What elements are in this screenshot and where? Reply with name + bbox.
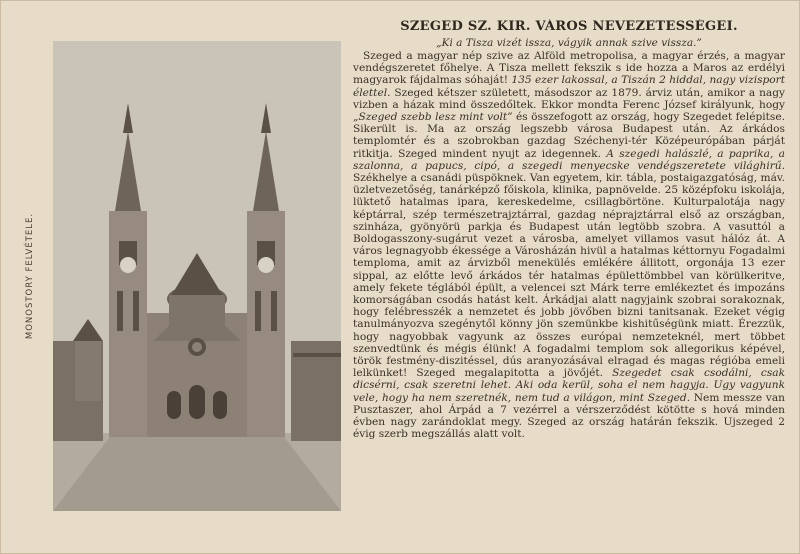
body-segment: Szegedet csak csodálni, csak dicsérni, csak szeretni lehet. Aki oda kerül, soha el nem hagyja. Ugy vagyunk vele, hogy ha nem szeretnék, nem tud a világon, mint Szeged.	[353, 367, 785, 404]
body-segment: „Szeged szebb lesz mint volt”	[353, 111, 513, 124]
left-clock	[120, 257, 136, 273]
text-column	[353, 19, 785, 525]
body-text	[353, 50, 785, 441]
body-segment: és összefogott az ország, hogy Szegedet felépitse. Sikerült is. Ma az ország legszebb városa Budapest után. Az árkádos templomtér és a szobrokban gazdag Széchenyi-tér Középeurópában párját ritkitja. Szeged mindent nyujt az idegennek.	[353, 111, 785, 160]
body-segment: Szeged kétszer született, másodszor az 1879. árviz után, amikor a nagy vizben a házak mind összedőltek. Ekkor mondta Ferenc József királyunk, hogy	[353, 86, 785, 111]
photo-credit-strip	[15, 41, 45, 511]
body-segment: 135 ezer lakossal, a Tiszán 2 hiddal, nagy vizisport élettel.	[353, 74, 785, 99]
main-portal	[189, 385, 205, 419]
page-title: SZEGED SZ. KIR. VÁROS NEVEZETESSÉGEI.	[400, 19, 738, 34]
body-segment: A szegedi halászlé, a paprika, a szalonna, a papucs, cipó, a szegedi menyecske vendégszeretete világhirű.	[353, 147, 785, 172]
body-segment: Szeged a magyar nép szive az Alföld metropolisa, a magyar érzés, a magyar vendégszeretet főhelye. A Tisza mellett fekszik s ide hozza a Maros az erdélyi magyarok fájdalmas sóhaját!	[353, 50, 785, 87]
photo-credit: MONOSTORY FELVÉTELE.	[25, 212, 36, 340]
cathedral-illustration	[53, 41, 341, 511]
right-clock	[258, 257, 274, 273]
body-segment: Székhelye a csanádi püspöknek. Van egyetem, kir. tábla, postaigazgatóság, máv. üzletvezetőség, tanárképző főiskola, klinika, papnövelde. 25 középfoku iskolája, lüktető hatalmas ipara, kereskedelme, csillagbörtöne. Kulturpalotája nagy képtárral, szép természetrajztárral, gazdag néprajztárral első az országban, szinháza, gyönyörü parkja és Budapest után legtöbb szobra. A vasuttól a Boldogasszony-sugárut vezet a városba, amelyet villamos vasut hálóz át. A város legnagyobb ékessége a Városházán hivül a hatalmas kéttornyu Fogadalmi temploma, amit az árvizből menekülés emlékére állitott, orgonája 13 ezer sippal, az előtte levő árkádos tér hatalmas épülettömbbel van körülkeritve, amely fekete téglából épült, a velencei szt Márk terre emlékeztet és impozáns komorságában csodás hatást kelt. Árkádjai alatt nagyjaink szobrai sorakoznak, hogy felébresszék a nemzetet és jobb jövőben bizni tanitsanak. Ezeket végig tanulmányozva szegénytől könny jön szemünkbe kishitűségünk miatt. Érezzük, hogy nagyobbak vagyunk az összes európai nemzeteknél, mert többet szenvedtünk és mégis élünk! A fogadalmi templom sok allegorikus képével, török festmény-diszitéssel, dús aranyozásával elragad és magas régióba emeli lelkünket! Szeged megalapitotta a jövőjét.	[353, 172, 785, 380]
body-segment: Nem messze van Pusztaszer, ahol Árpád a 7 vezérrel a vérszerződést kötötte s hová minden évben nagy zarándoklat megy. Szeged az ország határán fekszik. Ujszeged 2 évig szerb megszállás alatt volt.	[353, 391, 785, 441]
cathedral-photo	[53, 41, 341, 511]
motto: „Ki a Tisza vizét issza, vágyik annak szive vissza.”	[436, 37, 702, 49]
